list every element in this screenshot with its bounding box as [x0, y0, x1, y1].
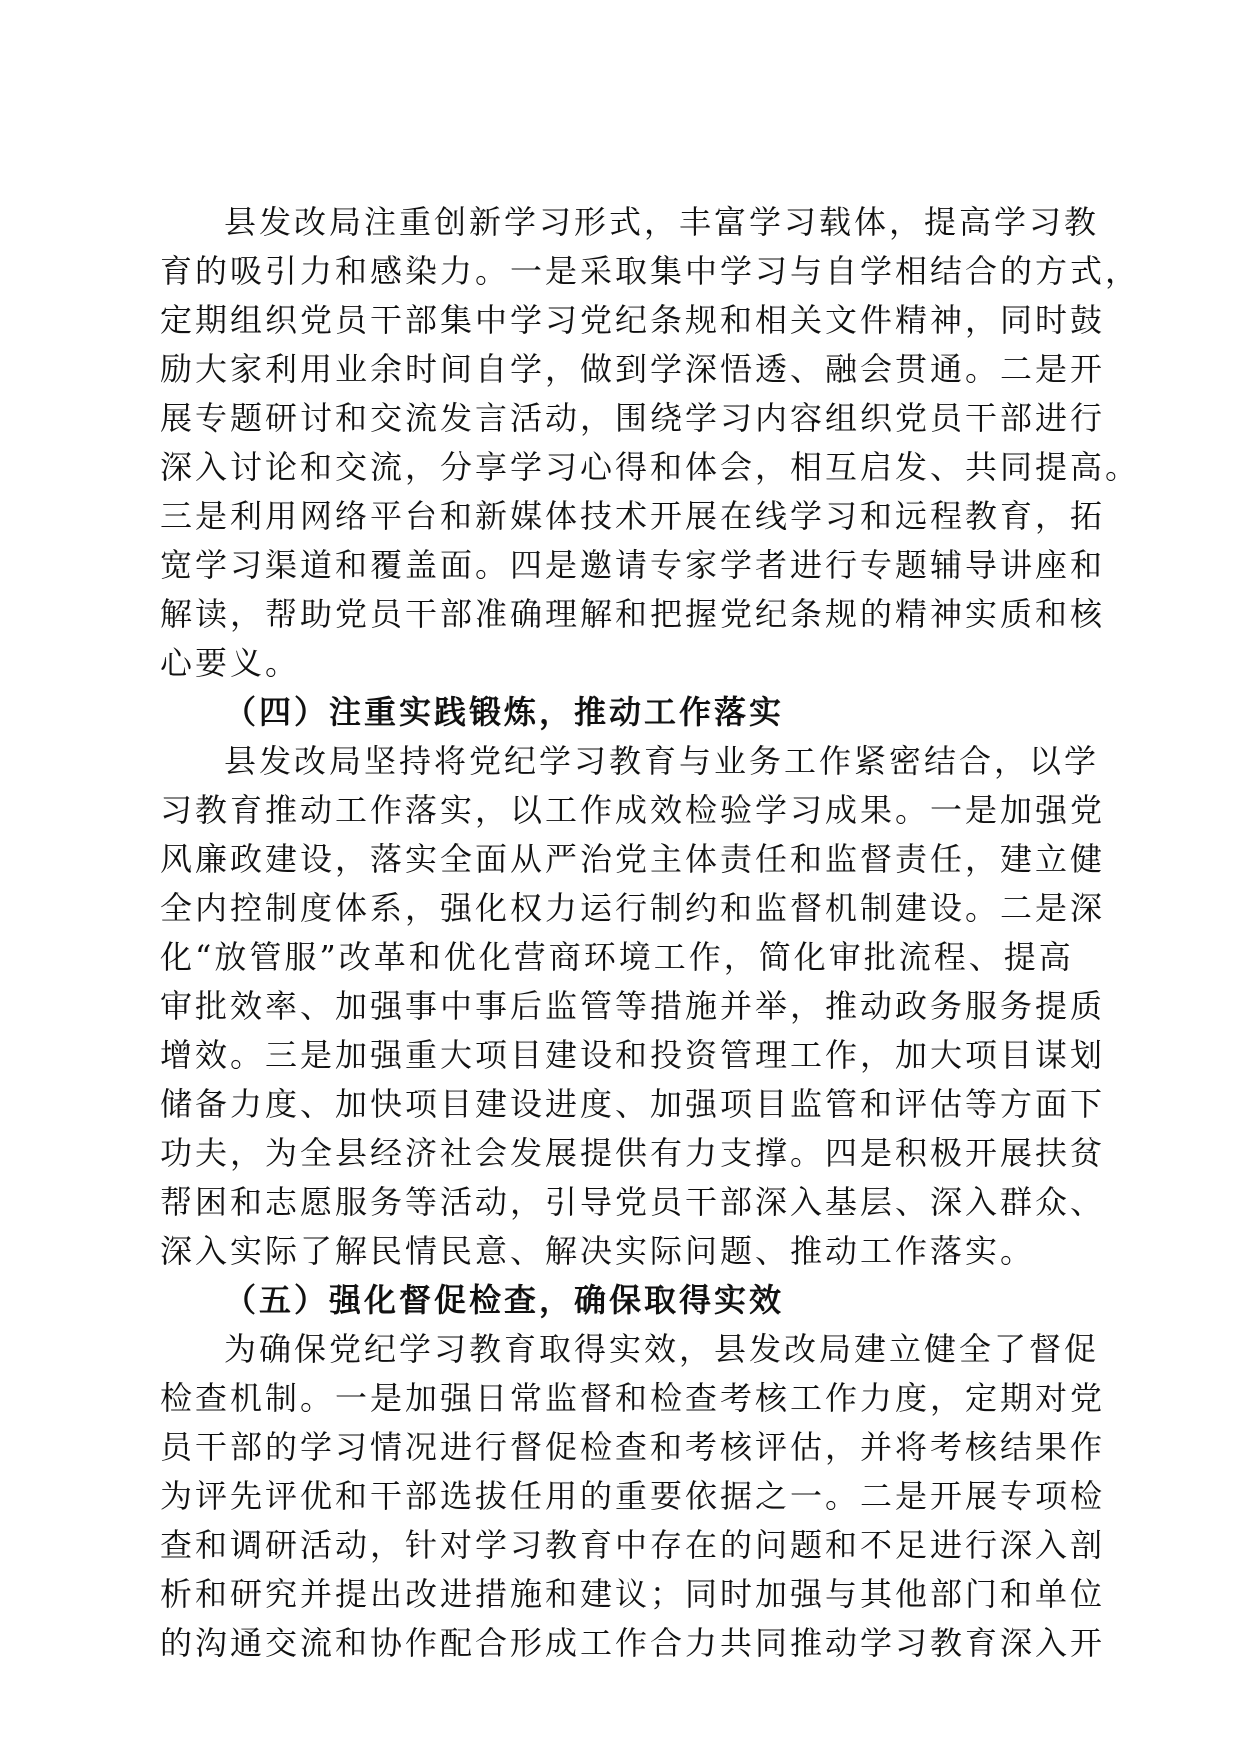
paragraph-line: 储备力度、加快项目建设进度、加强项目监管和评估等方面下 [160, 1085, 1106, 1123]
paragraph-line: 增效。三是加强重大项目建设和投资管理工作，加大项目谋划 [160, 1036, 1106, 1074]
paragraph-line: 风廉政建设，落实全面从严治党主体责任和监督责任，建立健 [160, 840, 1106, 878]
section-heading-4: （四）注重实践锻炼，推动工作落实 [224, 693, 785, 731]
paragraph-line: 展专题研讨和交流发言活动，围绕学习内容组织党员干部进行 [160, 399, 1106, 437]
paragraph-line: 帮困和志愿服务等活动，引导党员干部深入基层、深入群众、 [160, 1183, 1106, 1221]
paragraph-line: 的沟通交流和协作配合形成工作合力共同推动学习教育深入开 [160, 1624, 1106, 1662]
paragraph-line: 深入实际了解民情民意、解决实际问题、推动工作落实。 [160, 1232, 1036, 1270]
paragraph-line: 审批效率、加强事中事后监管等措施并举，推动政务服务提质 [160, 987, 1106, 1025]
paragraph-line: 三是利用网络平台和新媒体技术开展在线学习和远程教育，拓 [160, 497, 1106, 535]
paragraph-line: 为评先评优和干部选拔任用的重要依据之一。二是开展专项检 [160, 1477, 1106, 1515]
paragraph-line: 析和研究并提出改进措施和建议；同时加强与其他部门和单位 [160, 1575, 1106, 1613]
paragraph-line: 员干部的学习情况进行督促检查和考核评估，并将考核结果作 [160, 1428, 1106, 1466]
paragraph-line: 习教育推动工作落实，以工作成效检验学习成果。一是加强党 [160, 791, 1106, 829]
paragraph-line: 县发改局注重创新学习形式，丰富学习载体，提高学习教 [224, 203, 1100, 241]
paragraph-line: 化“放管服”改革和优化营商环境工作，简化审批流程、提高 [160, 938, 1074, 976]
paragraph-line: 定期组织党员干部集中学习党纪条规和相关文件精神，同时鼓 [160, 301, 1106, 339]
paragraph-line: 励大家利用业余时间自学，做到学深悟透、融会贯通。二是开 [160, 350, 1106, 388]
section-heading-5: （五）强化督促检查，确保取得实效 [224, 1281, 785, 1319]
paragraph-line: 检查机制。一是加强日常监督和检查考核工作力度，定期对党 [160, 1379, 1106, 1417]
document-body [160, 198, 1141, 1668]
paragraph-line: 县发改局坚持将党纪学习教育与业务工作紧密结合，以学 [224, 742, 1100, 780]
paragraph-line: 功夫，为全县经济社会发展提供有力支撑。四是积极开展扶贫 [160, 1134, 1106, 1172]
paragraph-line: 查和调研活动，针对学习教育中存在的问题和不足进行深入剖 [160, 1526, 1106, 1564]
paragraph-line: 育的吸引力和感染力。一是采取集中学习与自学相结合的方式， [160, 252, 1141, 290]
paragraph-line: 为确保党纪学习教育取得实效，县发改局建立健全了督促 [224, 1330, 1100, 1368]
paragraph-line: 心要义。 [160, 644, 301, 682]
paragraph-line: 宽学习渠道和覆盖面。四是邀请专家学者进行专题辅导讲座和 [160, 546, 1106, 584]
paragraph-line: 解读，帮助党员干部准确理解和把握党纪条规的精神实质和核 [160, 595, 1106, 633]
paragraph-line: 全内控制度体系，强化权力运行制约和监督机制建设。二是深 [160, 889, 1106, 927]
paragraph-line: 深入讨论和交流，分享学习心得和体会，相互启发、共同提高。 [160, 448, 1141, 486]
